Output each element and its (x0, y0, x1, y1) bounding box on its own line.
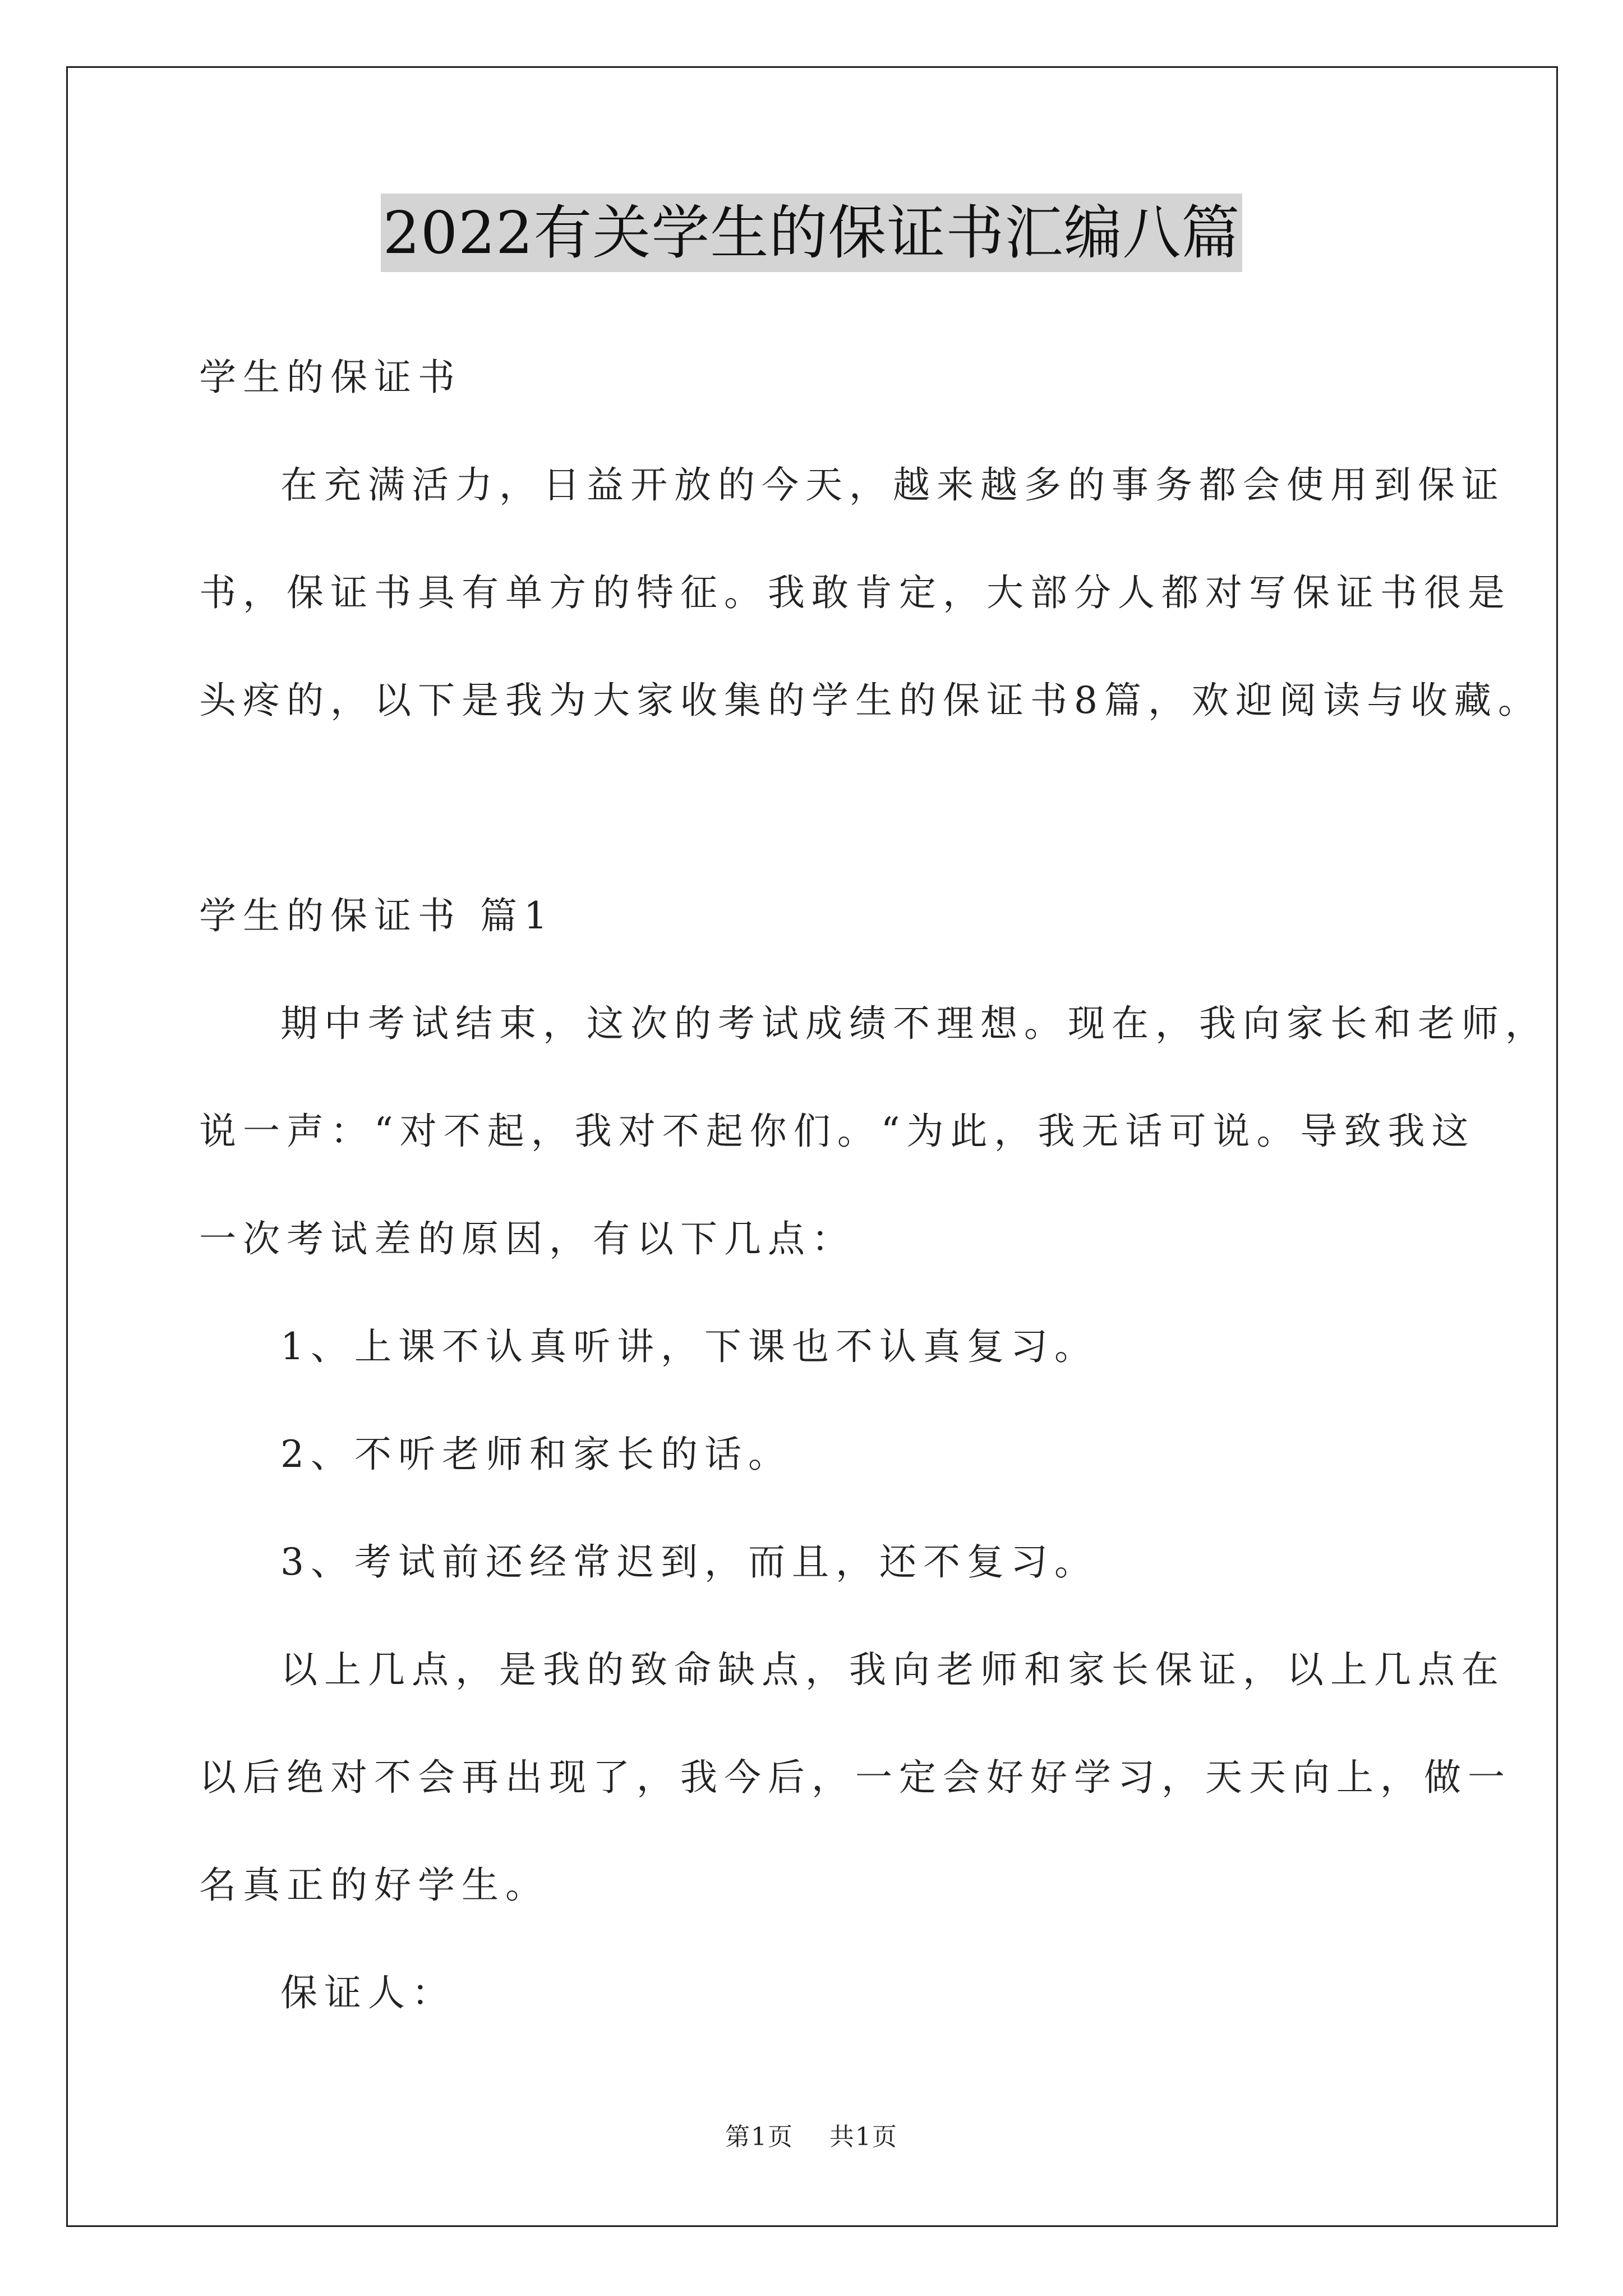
list-item: 3、考试前还经常迟到，而且，还不复习。 (280, 1540, 1098, 1584)
intro-line: 在充满活力，日益开放的今天，越来越多的事务都会使用到保证 (280, 463, 1505, 507)
signature-label: 保证人： (280, 1971, 455, 2014)
page-number-current: 第1页 (725, 2123, 794, 2151)
intro-line: 头疼的，以下是我为大家收集的学生的保证书8篇，欢迎阅读与收藏。 (199, 679, 1542, 722)
paragraph-line: 名真正的好学生。 (199, 1864, 549, 1907)
intro-line: 书，保证书具有单方的特征。我敢肯定，大部分人都对写保证书很是 (199, 571, 1511, 614)
paragraph-line: 期中考试结束，这次的考试成绩不理想。现在，我向家长和老师， (280, 1002, 1549, 1045)
section-heading: 学生的保证书 篇1 (199, 894, 554, 937)
list-item: 1、上课不认真听讲，下课也不认真复习。 (280, 1325, 1098, 1368)
paragraph-line: 以上几点，是我的致命缺点，我向老师和家长保证，以上几点在 (280, 1648, 1505, 1691)
page-footer (0, 2120, 1623, 2154)
document-title: 2022有关学生的保证书汇编八篇 (381, 194, 1243, 272)
intro-heading: 学生的保证书 (199, 356, 462, 399)
list-item: 2、不听老师和家长的话。 (280, 1433, 792, 1476)
paragraph-line: 以后绝对不会再出现了，我今后，一定会好好学习，天天向上，做一 (199, 1756, 1511, 1799)
paragraph-line: 一次考试差的原因，有以下几点： (199, 1217, 855, 1260)
paragraph-line: 说一声：“对不起，我对不起你们。“为此，我无话可说。导致我这 (199, 1110, 1476, 1153)
page-number-total: 共1页 (829, 2123, 898, 2151)
title-container (0, 194, 1623, 272)
